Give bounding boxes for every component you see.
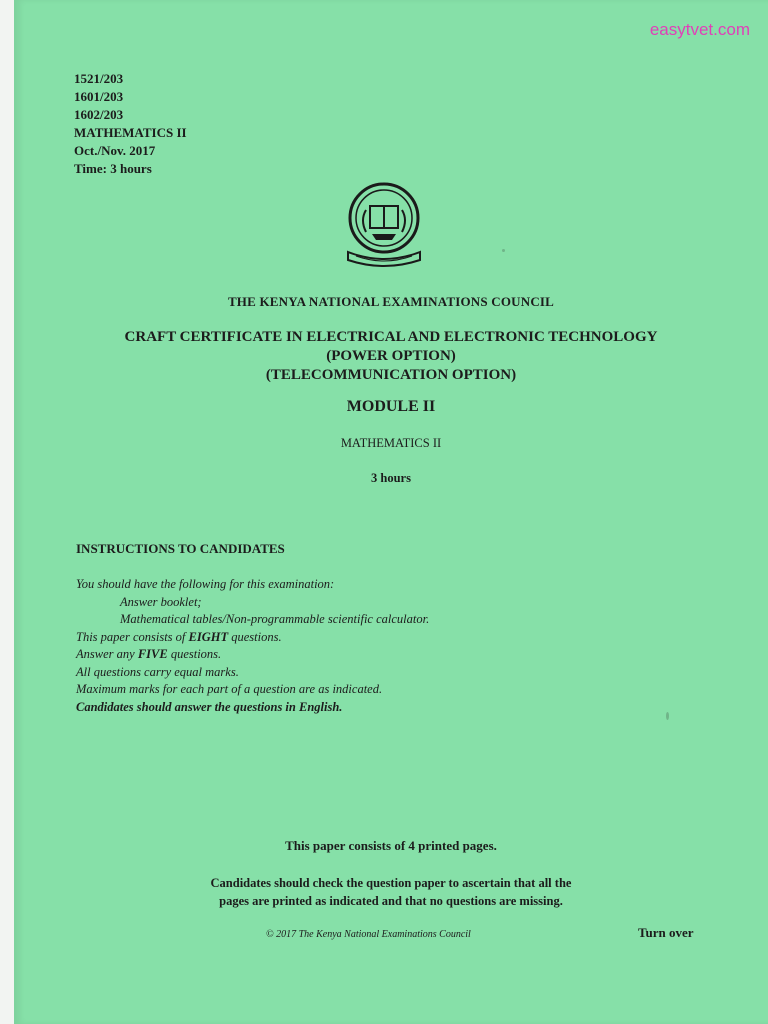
instruction-line bbox=[76, 629, 429, 647]
instruction-line: Maximum marks for each part of a question are as indicated. bbox=[76, 682, 383, 696]
copyright-notice: © 2017 The Kenya National Examinations Council bbox=[266, 929, 471, 940]
paper-codes bbox=[74, 70, 187, 178]
instruction-text: This paper consists of bbox=[76, 629, 189, 644]
paper-code: 1602/203 bbox=[74, 107, 124, 122]
paper-speck bbox=[666, 712, 669, 720]
instruction-line: You should have the following for this examination: bbox=[76, 577, 335, 591]
duration: 3 hours bbox=[371, 471, 411, 485]
instruction-line: All questions carry equal marks. bbox=[76, 664, 239, 679]
module-title: MODULE II bbox=[346, 398, 436, 415]
instruction-text: Answer any bbox=[76, 647, 138, 661]
instruction-emphasis: FIVE bbox=[137, 647, 168, 661]
coat-of-arms-seal-icon bbox=[342, 180, 426, 270]
instruction-emphasis: EIGHT bbox=[188, 629, 229, 644]
instructions-heading: INSTRUCTIONS TO CANDIDATES bbox=[76, 541, 285, 556]
turn-over-note: Turn over bbox=[638, 925, 694, 940]
certificate-title bbox=[14, 328, 768, 385]
check-line: pages are printed as indicated and that no questions are missing. bbox=[219, 894, 563, 908]
instruction-text: questions. bbox=[228, 629, 282, 644]
exam-date: Oct./Nov. 2017 bbox=[74, 143, 156, 158]
certificate-title-line: CRAFT CERTIFICATE IN ELECTRICAL AND ELECTRONIC TECHNOLOGY bbox=[124, 329, 658, 345]
paper-code: 1521/203 bbox=[74, 71, 124, 86]
check-line: Candidates should check the question paper to ascertain that all the bbox=[210, 876, 572, 890]
paper-subject: MATHEMATICS II bbox=[74, 125, 187, 140]
subject-title: MATHEMATICS II bbox=[340, 436, 442, 450]
council-name: THE KENYA NATIONAL EXAMINATIONS COUNCIL bbox=[227, 294, 555, 309]
instruction-text: questions. bbox=[167, 647, 222, 661]
watermark: easytvet.com bbox=[649, 20, 750, 39]
paper-speck bbox=[502, 249, 505, 252]
certificate-option: (TELECOMMUNICATION OPTION) bbox=[265, 367, 517, 383]
printed-pages-note: This paper consists of 4 printed pages. bbox=[285, 838, 497, 853]
instructions-list bbox=[76, 576, 429, 716]
instruction-line: Answer booklet; bbox=[120, 594, 202, 609]
certificate-option: (POWER OPTION) bbox=[326, 348, 456, 364]
instruction-line: Candidates should answer the questions in English. bbox=[76, 699, 343, 714]
exam-time: Time: 3 hours bbox=[74, 161, 152, 176]
check-pages-note bbox=[14, 874, 768, 910]
instruction-line: Mathematical tables/Non-programmable scientific calculator. bbox=[120, 612, 430, 626]
exam-cover-page bbox=[14, 0, 768, 1024]
instruction-line bbox=[76, 646, 429, 664]
paper-code: 1601/203 bbox=[74, 89, 124, 104]
